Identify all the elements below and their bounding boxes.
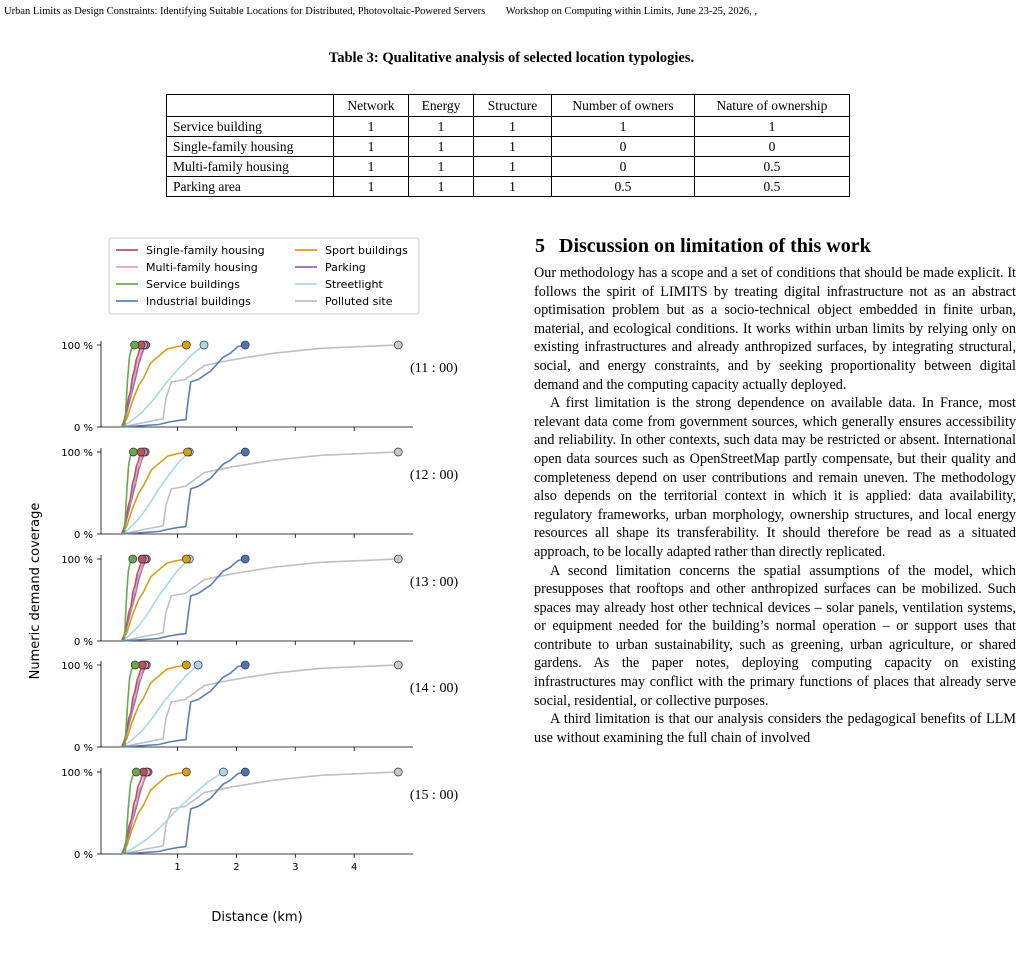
chart-panel: [61, 448, 458, 541]
series-endpoint: [132, 768, 140, 776]
series-endpoint: [241, 768, 249, 776]
y-tick-label: 100 %: [61, 555, 93, 566]
y-tick-label: 100 %: [61, 768, 93, 779]
series-endpoint: [241, 555, 249, 563]
legend-entry: Service buildings: [146, 278, 240, 291]
table-cell: 0.5: [694, 177, 849, 197]
series-endpoint: [200, 341, 208, 349]
chart-panel: [61, 341, 458, 434]
paragraph: A second limitation concerns the spatial assumptions of the model, which presupposes that rooftops and other anthropized surfaces can be mobilized. Such spaces may already host other technical devices – solar panels, ventilation systems, or equipment needed for the building’s normal operation – or support uses that contribute to urban sustainability, such as greening, urban agriculture, or shared gardens. As the paper notes, deploying computing capacity on existing infrastructures may conflict with the primary functions of places that already serve social, residential, or collective purposes.: [534, 562, 1016, 709]
series-line: [122, 452, 399, 534]
series-endpoint: [184, 448, 192, 456]
running-head-title: Urban Limits as Design Constraints: Identifying Suitable Locations for Distributed, Photovoltaic-Powered Servers: [4, 6, 486, 17]
x-tick-label: 4: [350, 862, 358, 873]
panel-time-label: (13 : 00): [409, 575, 459, 590]
running-head-venue: Workshop on Computing within Limits, June 23-25, 2026, ,: [505, 6, 757, 17]
row-label: Service building: [167, 117, 334, 137]
column-header: Energy: [409, 95, 474, 117]
y-tick-label: 0 %: [73, 423, 93, 434]
chart-panel: [61, 661, 458, 754]
legend-entry: Parking: [325, 261, 366, 274]
table-cell: 1: [552, 117, 695, 137]
series-endpoint: [394, 661, 402, 669]
x-tick-label: 3: [292, 862, 299, 873]
body-text: [534, 264, 1016, 747]
series-endpoint: [394, 448, 402, 456]
row-label: Parking area: [167, 177, 334, 197]
series-line: [122, 559, 399, 641]
row-label: Multi-family housing: [167, 157, 334, 177]
series-endpoint: [219, 768, 227, 776]
legend-entry: Industrial buildings: [146, 295, 251, 308]
series-endpoint: [137, 448, 145, 456]
panel-time-label: (15 : 00): [409, 788, 459, 803]
series-endpoint: [241, 448, 249, 456]
series-endpoint: [394, 768, 402, 776]
legend-entry: Multi-family housing: [146, 261, 258, 274]
table-cell: 1: [473, 177, 551, 197]
y-tick-label: 0 %: [73, 637, 93, 648]
series-endpoint: [394, 555, 402, 563]
legend-entry: Single-family housing: [146, 244, 265, 257]
series-endpoint: [138, 555, 146, 563]
series-endpoint: [241, 341, 249, 349]
series-line: [122, 772, 224, 854]
series-endpoint: [131, 341, 139, 349]
legend-entry: Streetlight: [325, 278, 383, 291]
table-header-row: [167, 95, 850, 117]
chart-x-axis-label: Distance (km): [211, 910, 303, 925]
y-tick-label: 100 %: [61, 448, 93, 459]
legend-entry: Sport buildings: [325, 244, 408, 257]
column-header: Structure: [473, 95, 551, 117]
table-cell: 1: [473, 137, 551, 157]
table-cell: 1: [333, 117, 408, 137]
table-cell: 1: [409, 177, 474, 197]
table-cell: 1: [473, 157, 551, 177]
series-endpoint: [182, 661, 190, 669]
series-line: [122, 772, 144, 854]
series-endpoint: [129, 448, 137, 456]
y-tick-label: 0 %: [73, 850, 93, 861]
paragraph: A first limitation is the strong dependence on available data. In France, most relevant data come from government sources, which generally ensures accessibility and reliability. In other contexts, such data may be restricted or absent. International open data sources such as OpenStreetMap partly compensate, but their quality and completeness depend on user contributions and remain uneven. The methodology also depends on the territorial context in which it is applied: data availability, regulatory frameworks, urban morphology, ownership structures, and local energy resources all shape its transferability. It should therefore be read as a situated approach, to be locally adapted rather than directly replicated.: [534, 395, 1016, 560]
y-tick-label: 100 %: [61, 661, 93, 672]
y-tick-label: 0 %: [73, 530, 93, 541]
table-cell: 0: [694, 137, 849, 157]
series-endpoint: [394, 341, 402, 349]
table-cell: 1: [694, 117, 849, 137]
series-line: [122, 772, 187, 854]
series-endpoint: [182, 341, 190, 349]
x-tick-label: 1: [174, 862, 181, 873]
section-title: Discussion on limitation of this work: [559, 235, 871, 257]
series-endpoint: [182, 768, 190, 776]
table-cell: 1: [333, 137, 408, 157]
table-cell: 1: [333, 177, 408, 197]
series-line: [122, 772, 399, 854]
chart-panels: [61, 341, 458, 873]
table-cell: 1: [409, 117, 474, 137]
table-cell: 0: [552, 137, 695, 157]
table-cell: 1: [409, 157, 474, 177]
y-tick-label: 0 %: [73, 743, 93, 754]
series-endpoint: [129, 555, 137, 563]
series-endpoint: [182, 555, 190, 563]
row-label: Single-family housing: [167, 137, 334, 157]
table-cell: 1: [333, 157, 408, 177]
panel-time-label: (14 : 00): [409, 681, 459, 696]
paragraph: Our methodology has a scope and a set of conditions that should be made explicit. It follows the spirit of LIMITS by treating digital infrastructure not as an abstract optimisation problem but as a socio-technical object embedded in finite urban, material, and ecological conditions. It works within urban limits by relying only on existing infrastructures and already anthropized surfaces, by integrating structural, social, and energy constraints, and by seeking proportionality between digital demand and the computing capacity actually deployed.: [534, 265, 1016, 393]
qualitative-analysis-table: [166, 94, 850, 197]
running-head: [4, 6, 1019, 17]
table-cell: 1: [409, 137, 474, 157]
panel-time-label: (12 : 00): [409, 468, 459, 483]
series-endpoint: [194, 661, 202, 669]
y-tick-label: 100 %: [61, 341, 93, 352]
table-cell: 0.5: [552, 177, 695, 197]
table-cell: 0.5: [694, 157, 849, 177]
table-row: [167, 117, 850, 137]
table-row: [167, 137, 850, 157]
chart-panel: [61, 768, 458, 873]
column-header: Nature of ownership: [694, 95, 849, 117]
chart-legend: [109, 238, 419, 314]
panel-time-label: (11 : 00): [410, 361, 458, 376]
chart-y-axis-label: Numeric demand coverage: [28, 502, 43, 680]
table-cell: 0: [552, 157, 695, 177]
series-endpoint: [241, 661, 249, 669]
section-heading: [535, 235, 1015, 258]
column-header: Number of owners: [552, 95, 695, 117]
table-row: [167, 177, 850, 197]
column-header: Network: [333, 95, 408, 117]
table-caption: Table 3: Qualitative analysis of selected location typologies.: [328, 50, 695, 66]
section-number: 5: [535, 235, 545, 257]
paragraph: A third limitation is that our analysis considers the pedagogical benefits of LLM use without examining the full chain of involved: [534, 711, 1016, 746]
demand-coverage-chart: [0, 232, 520, 932]
series-endpoint: [131, 661, 139, 669]
column-header: [167, 95, 334, 117]
legend-entry: Polluted site: [325, 295, 393, 308]
x-tick-label: 2: [233, 862, 240, 873]
series-line: [122, 772, 246, 854]
table-row: [167, 157, 850, 177]
table-cell: 1: [473, 117, 551, 137]
chart-panel: [61, 555, 458, 648]
series-line: [122, 665, 399, 747]
